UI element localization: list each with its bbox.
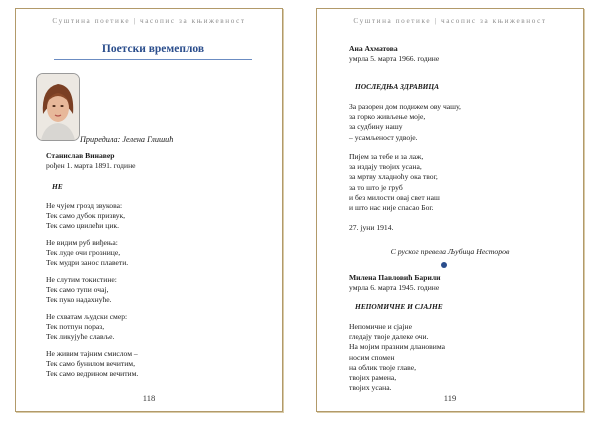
author-dates: умрла 5. марта 1966. године <box>349 54 440 64</box>
author-info <box>46 151 136 171</box>
author-info <box>349 273 440 293</box>
poem-date: 27. јуни 1914. <box>349 223 394 232</box>
translator-credit: С руског превела Љубица Несторов <box>390 247 510 256</box>
author-info <box>349 44 439 64</box>
left-page <box>15 8 283 412</box>
poem-stanza: Не чујем грозд звукова: Тек само дубок призвук, Тек само цвилећи цик. <box>46 201 126 231</box>
page-header: Суштина поетике | часопис за књижевност <box>52 17 246 25</box>
poem-title: НЕ <box>52 182 63 191</box>
page-number: 119 <box>443 393 457 403</box>
poem-stanza: Непомичне и сјајне гледају твоје далеке очи. На мојим празним длановима носим спомен на облик твоје главе, твојих рамена, твојих усана. <box>349 322 445 393</box>
poem-stanza: Пијем за тебе и за лаж, за издају твојих усана, за мртву хладноћу ока твог, за то што је груб и без милости овај свет наш и што нас није спасао Бог. <box>349 152 440 213</box>
poem-stanza: Не видим руб виђења: Тек луде очи грознице, Тек мудри занос плавети. <box>46 238 129 268</box>
author-name: Станислав Винавер <box>46 151 115 160</box>
prepared-by: Приредила: Јелена Глишић <box>80 135 174 144</box>
poem-stanza: Не схватам људски смер: Тек потпун пораз, Тек ликујуће славље. <box>46 312 128 342</box>
author-dates: рођен 1. марта 1891. године <box>46 161 136 171</box>
poem-title: НЕПОМИЧНЕ И СЈАЈНЕ <box>355 302 443 311</box>
poem-stanza: Не живим тајним смислом – Тек само бунилом вечитим, Тек само ведрином вечитим. <box>46 349 139 379</box>
poem-stanza: За разорен дом подижем ову чашу, за горко живљење моје, за судбину нашу – усамљеност удвоје. <box>349 102 461 142</box>
author-photo <box>36 73 80 141</box>
author-name: Ана Ахматова <box>349 44 398 53</box>
author-dates: умрла 6. марта 1945. године <box>349 283 440 293</box>
page-header: Суштина поетике | часопис за књижевност <box>353 17 547 25</box>
author-name: Милена Павловић Барили <box>349 273 441 282</box>
page-number: 118 <box>142 393 156 403</box>
section-title: Поетски времеплов <box>54 43 252 60</box>
poem-stanza: Не слутим токистине: Тек само тупи очај, Тек пуко надахнуће. <box>46 275 117 305</box>
right-page <box>316 8 584 412</box>
poem-title: ПОСЛЕДЊА ЗДРАВИЦА <box>355 82 440 91</box>
separator-dot <box>441 262 447 268</box>
